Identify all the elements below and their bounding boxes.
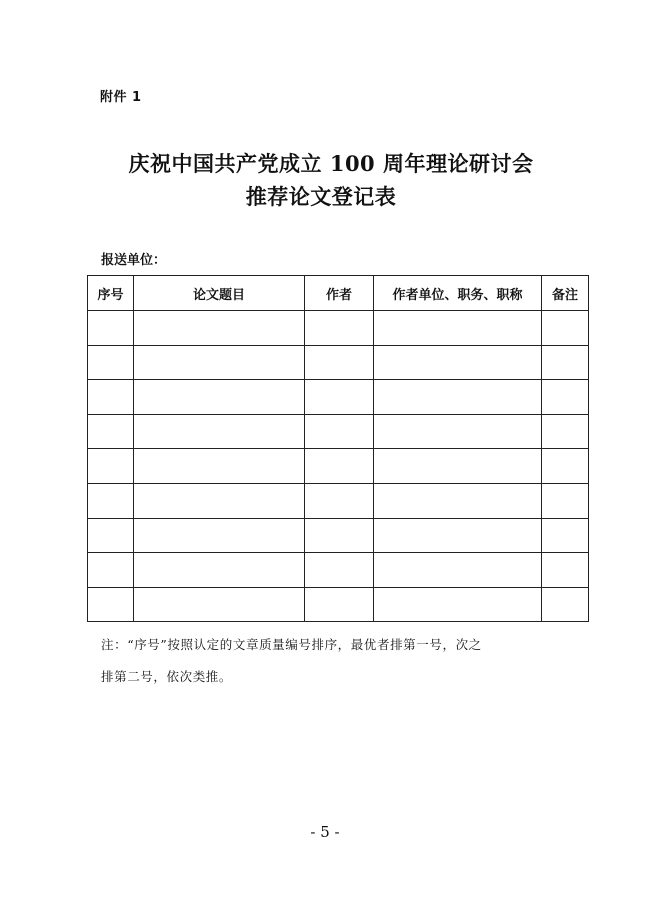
paper-title-cell[interactable]: [134, 311, 305, 346]
paper-title-cell[interactable]: [134, 345, 305, 380]
author-cell[interactable]: [305, 414, 374, 449]
header-author-affiliation: 作者单位、职务、职称: [374, 276, 542, 311]
author-affiliation-cell[interactable]: [374, 553, 542, 588]
paper-title-cell[interactable]: [134, 380, 305, 415]
table-row: [88, 380, 589, 415]
author-affiliation-cell[interactable]: [374, 587, 542, 622]
table-row: [88, 483, 589, 518]
table-row: [88, 553, 589, 588]
table-row: [88, 414, 589, 449]
footnote-line-1: 注：“序号”按照认定的文章质量编号排序，最优者排第一号，次之: [101, 637, 482, 652]
remarks-cell[interactable]: [542, 587, 589, 622]
paper-title-cell[interactable]: [134, 449, 305, 484]
author-affiliation-cell[interactable]: [374, 518, 542, 553]
table-row: [88, 518, 589, 553]
author-affiliation-cell[interactable]: [374, 380, 542, 415]
document-title-line-1: 庆祝中国共产党成立 100 周年理论研讨会: [128, 151, 534, 176]
table-header-row: [88, 276, 589, 311]
paper-title-cell[interactable]: [134, 587, 305, 622]
paper-title-cell[interactable]: [134, 414, 305, 449]
remarks-cell[interactable]: [542, 380, 589, 415]
remarks-cell[interactable]: [542, 345, 589, 380]
author-cell[interactable]: [305, 587, 374, 622]
remarks-cell[interactable]: [542, 311, 589, 346]
author-affiliation-cell[interactable]: [374, 311, 542, 346]
header-remarks: 备注: [542, 276, 589, 311]
remarks-cell[interactable]: [542, 483, 589, 518]
serial-number-cell[interactable]: [88, 449, 134, 484]
author-affiliation-cell[interactable]: [374, 483, 542, 518]
author-cell[interactable]: [305, 311, 374, 346]
author-cell[interactable]: [305, 380, 374, 415]
author-cell[interactable]: [305, 345, 374, 380]
remarks-cell[interactable]: [542, 414, 589, 449]
page-number: - 5 -: [310, 823, 340, 841]
table-row: [88, 311, 589, 346]
serial-number-cell[interactable]: [88, 414, 134, 449]
serial-number-cell[interactable]: [88, 483, 134, 518]
serial-number-cell[interactable]: [88, 345, 134, 380]
serial-number-cell[interactable]: [88, 518, 134, 553]
serial-number-cell[interactable]: [88, 553, 134, 588]
submitting-unit-label: 报送单位：: [101, 253, 167, 268]
remarks-cell[interactable]: [542, 449, 589, 484]
table-body: [88, 311, 589, 622]
remarks-cell[interactable]: [542, 518, 589, 553]
paper-title-cell[interactable]: [134, 553, 305, 588]
header-author: 作者: [305, 276, 374, 311]
document-title-line-2: 推荐论文登记表: [245, 184, 397, 209]
author-cell[interactable]: [305, 449, 374, 484]
registration-table: [87, 275, 589, 622]
header-paper-title: 论文题目: [134, 276, 305, 311]
author-affiliation-cell[interactable]: [374, 414, 542, 449]
author-cell[interactable]: [305, 483, 374, 518]
serial-number-cell[interactable]: [88, 311, 134, 346]
author-affiliation-cell[interactable]: [374, 345, 542, 380]
footnote: [101, 629, 561, 693]
author-cell[interactable]: [305, 553, 374, 588]
paper-title-cell[interactable]: [134, 518, 305, 553]
serial-number-cell[interactable]: [88, 380, 134, 415]
paper-title-cell[interactable]: [134, 483, 305, 518]
attachment-label: 附件 1: [100, 90, 142, 105]
footnote-line-2: 排第二号，依次类推。: [101, 669, 233, 684]
author-affiliation-cell[interactable]: [374, 449, 542, 484]
table-row: [88, 587, 589, 622]
table-row: [88, 449, 589, 484]
table-row: [88, 345, 589, 380]
author-cell[interactable]: [305, 518, 374, 553]
serial-number-cell[interactable]: [88, 587, 134, 622]
header-serial-number: 序号: [88, 276, 134, 311]
remarks-cell[interactable]: [542, 553, 589, 588]
